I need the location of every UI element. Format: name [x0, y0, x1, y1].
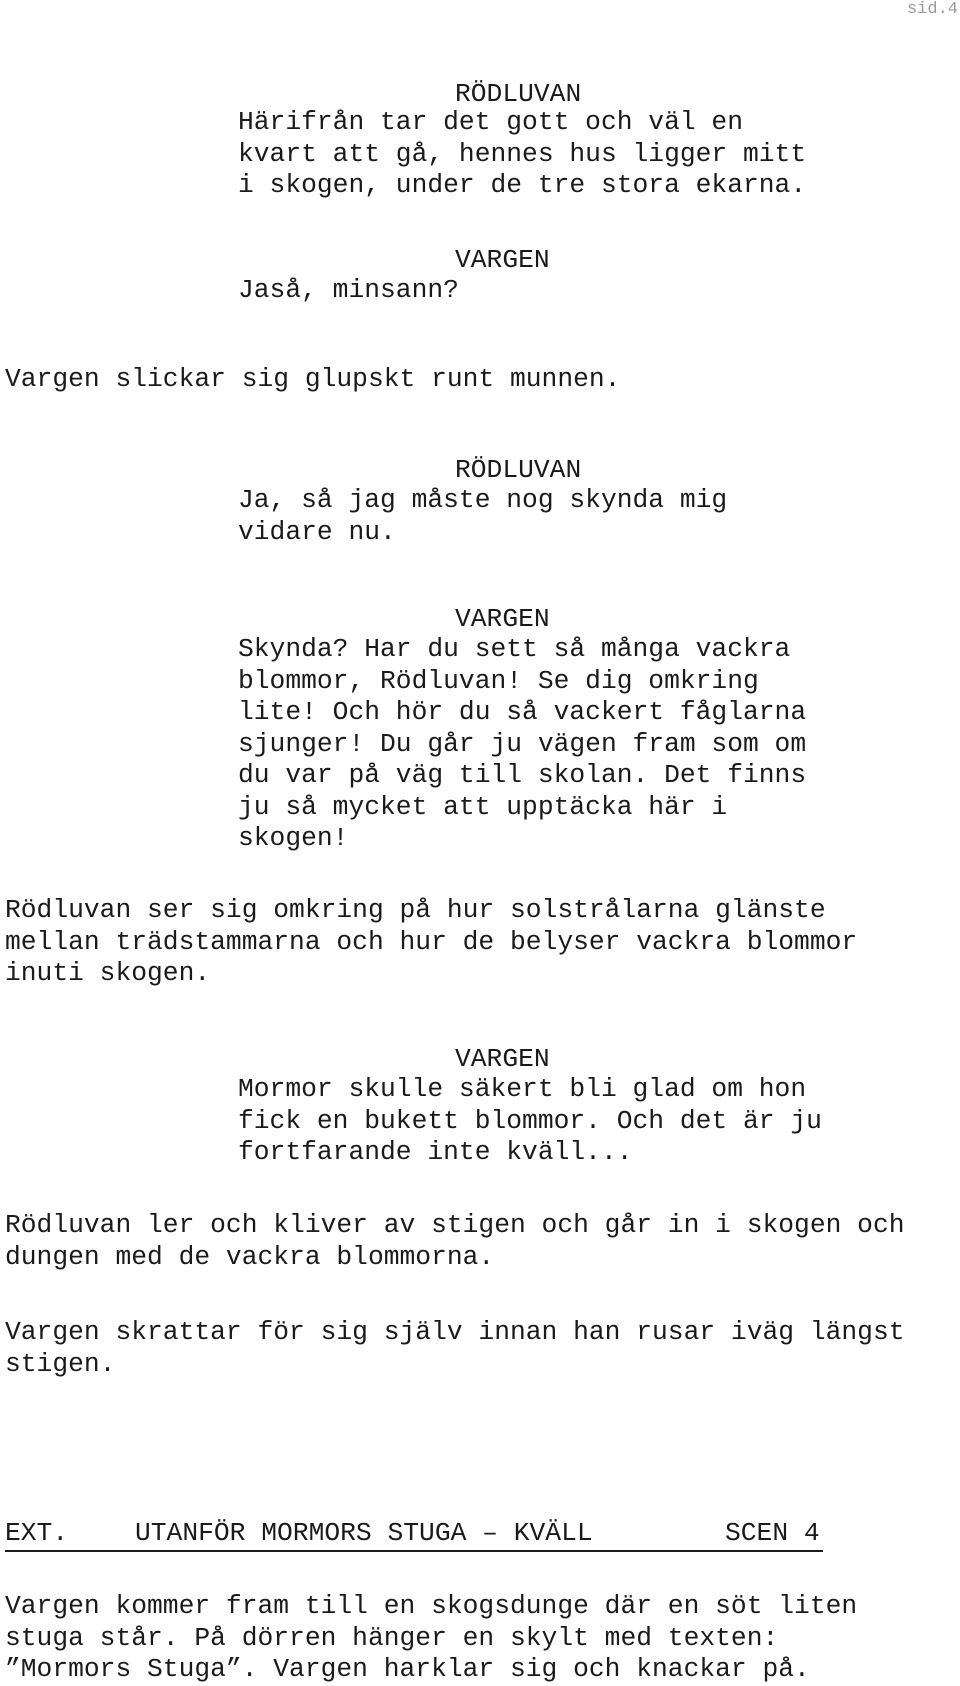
scene-location: UTANFÖR MORMORS STUGA – KVÄLL — [135, 1518, 593, 1548]
action-line: Vargen slickar sig glupskt runt munnen. — [5, 364, 621, 394]
scene-ext: EXT. — [5, 1518, 69, 1548]
page-number: sid.4 — [906, 0, 958, 19]
character-name: RÖDLUVAN — [455, 455, 582, 485]
character-name: VARGEN — [455, 245, 550, 275]
scene-number: SCEN 4 — [725, 1518, 820, 1548]
character-name: VARGEN — [455, 604, 550, 634]
character-name: RÖDLUVAN — [455, 79, 582, 109]
dialogue: Härifrån tar det gott och väl en kvart att gå, hennes hus ligger mitt i skogen, under de tre stora ekarna. — [238, 107, 807, 200]
dialogue: Mormor skulle säkert bli glad om hon fick en bukett blommor. Och det är ju fortfarande inte kväll... — [238, 1074, 822, 1167]
dialogue: Skynda? Har du sett så många vackra blommor, Rödluvan! Se dig omkring lite! Och hör du så vackert fåglarna sjunger! Du går ju vägen fram som om du var på väg till skolan. Det finns ju så mycket att upptäcka här i skogen! — [238, 634, 807, 853]
scene-heading — [5, 1518, 823, 1552]
action-line: Vargen skrattar för sig själv innan han rusar iväg längst stigen. — [5, 1317, 905, 1379]
action-line: Vargen kommer fram till en skogsdunge där en söt liten stuga står. På dörren hänger en skylt med texten: ”Mormors Stuga”. Vargen harklar sig och knackar på. — [5, 1591, 858, 1684]
action-line: Rödluvan ser sig omkring på hur solstrålarna glänste mellan trädstammarna och hur de belyser vackra blommor inuti skogen. — [5, 895, 858, 988]
dialogue: Ja, så jag måste nog skynda mig vidare nu. — [238, 485, 728, 547]
character-name: VARGEN — [455, 1044, 550, 1074]
dialogue: Jaså, minsann? — [238, 275, 459, 305]
action-line: Rödluvan ler och kliver av stigen och går in i skogen och dungen med de vackra blommorna. — [5, 1210, 905, 1272]
